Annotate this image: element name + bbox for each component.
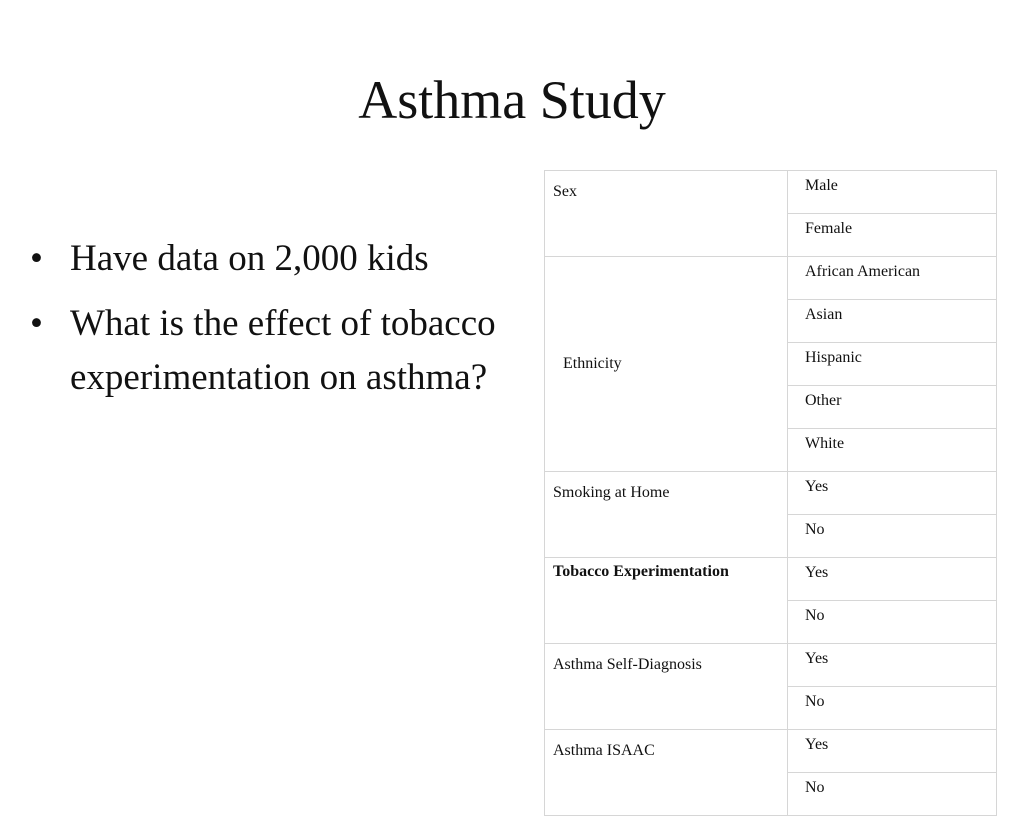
- variable-value-cell: Other: [788, 386, 997, 429]
- bullet-text: Have data on 2,000 kids: [70, 238, 429, 279]
- variable-value-cell: No: [788, 687, 997, 730]
- variable-value-cell: White: [788, 429, 997, 472]
- table-row: [545, 257, 997, 300]
- table-row: [545, 730, 997, 773]
- variable-value-cell: Male: [788, 171, 997, 214]
- variable-name-cell: Ethnicity: [545, 257, 788, 472]
- variable-value-cell: Female: [788, 214, 997, 257]
- variable-value-cell: African American: [788, 257, 997, 300]
- table-row: [545, 171, 997, 214]
- bullet-dot-icon: •: [30, 303, 43, 344]
- variable-value-cell: Hispanic: [788, 343, 997, 386]
- variable-value-cell: Yes: [788, 558, 997, 601]
- bullet-item: [30, 297, 520, 405]
- table-row: [545, 472, 997, 515]
- variable-name-cell: Asthma Self-Diagnosis: [545, 644, 788, 730]
- variable-value-cell: Yes: [788, 644, 997, 687]
- variable-value-cell: No: [788, 601, 997, 644]
- bullet-list: [30, 232, 520, 416]
- variable-value-cell: No: [788, 515, 997, 558]
- variable-name-cell: Sex: [545, 171, 788, 257]
- variable-value-cell: Asian: [788, 300, 997, 343]
- variables-table: [544, 170, 997, 816]
- variable-value-cell: No: [788, 773, 997, 816]
- variable-name-cell: Smoking at Home: [545, 472, 788, 558]
- variable-value-cell: Yes: [788, 472, 997, 515]
- slide-title: Asthma Study: [358, 70, 666, 130]
- bullet-text: What is the effect of tobacco experimentation on asthma?: [70, 303, 496, 398]
- table-row: [545, 644, 997, 687]
- bullet-dot-icon: •: [30, 238, 43, 279]
- bullet-item: [30, 232, 520, 286]
- table-row: [545, 558, 997, 601]
- variable-name-cell: Asthma ISAAC: [545, 730, 788, 816]
- variable-name-cell: Tobacco Experimentation: [545, 558, 788, 644]
- variable-value-cell: Yes: [788, 730, 997, 773]
